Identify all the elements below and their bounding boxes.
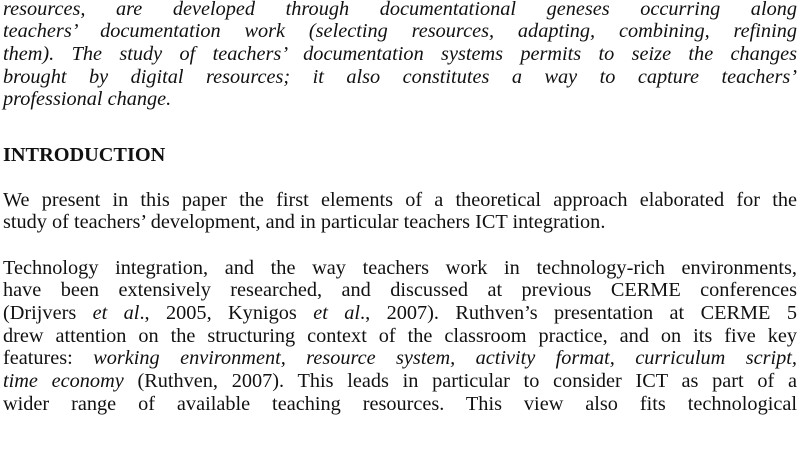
- text-segment: (Ruthven, 2007). This leads in particular to consider ICT as part of a: [123, 369, 798, 392]
- italic-text: teachers’ documentation work (selecting resources, adapting, combining, refining: [3, 20, 797, 43]
- italic-text: resources, are developed through documentational geneses occurring along: [3, 0, 797, 20]
- text-line: [3, 393, 797, 416]
- text-segment: ., 2005, Kynigos: [139, 301, 314, 324]
- text-line: [3, 20, 797, 43]
- italic-text: them). The study of teachers’ documentation systems permits to seize the changes: [3, 42, 797, 65]
- italic-text: et al: [92, 301, 140, 324]
- italic-text: et al: [313, 301, 361, 324]
- abstract-text: [3, 0, 797, 111]
- text-line: [3, 88, 797, 111]
- italic-text: working environment, resource system, activity format, curriculum script,: [93, 347, 797, 370]
- text-line: [3, 189, 797, 212]
- text-line: [3, 257, 797, 280]
- section-heading-introduction: [3, 144, 797, 167]
- text-segment: ., 2007). Ruthven’s presentation at CERME 5: [360, 301, 797, 324]
- text-segment: Technology integration, and the way teachers work in technology-rich environments,: [3, 256, 797, 279]
- text-line: [3, 43, 797, 66]
- paragraph-1: [3, 189, 797, 234]
- text-line: [3, 211, 797, 234]
- text-line: [3, 279, 797, 302]
- text-segment: We present in this paper the first elements of a theoretical approach elaborated for the: [3, 188, 797, 211]
- text-line: [3, 0, 797, 20]
- text-line: [3, 347, 797, 370]
- text-line: [3, 370, 797, 393]
- paragraph-2: [3, 257, 797, 416]
- text-line: [3, 66, 797, 89]
- text-line: [3, 325, 797, 348]
- italic-text: time economy: [3, 369, 124, 392]
- text-segment: drew attention on the structuring context of the classroom practice, and on its five key: [3, 324, 797, 347]
- text-segment: wider range of available teaching resources. This view also fits technological: [3, 392, 797, 415]
- text-segment: (Drijvers: [3, 301, 93, 324]
- text-line: [3, 302, 797, 325]
- text-segment: have been extensively researched, and discussed at previous CERME conferences: [3, 279, 797, 302]
- text-segment: features:: [3, 347, 94, 370]
- heading-text: INTRODUCTION: [3, 143, 166, 166]
- italic-text: brought by digital resources; it also constitutes a way to capture teachers’: [3, 65, 797, 88]
- text-segment: study of teachers’ development, and in particular teachers ICT integration.: [3, 211, 606, 234]
- italic-text: professional change.: [3, 88, 172, 111]
